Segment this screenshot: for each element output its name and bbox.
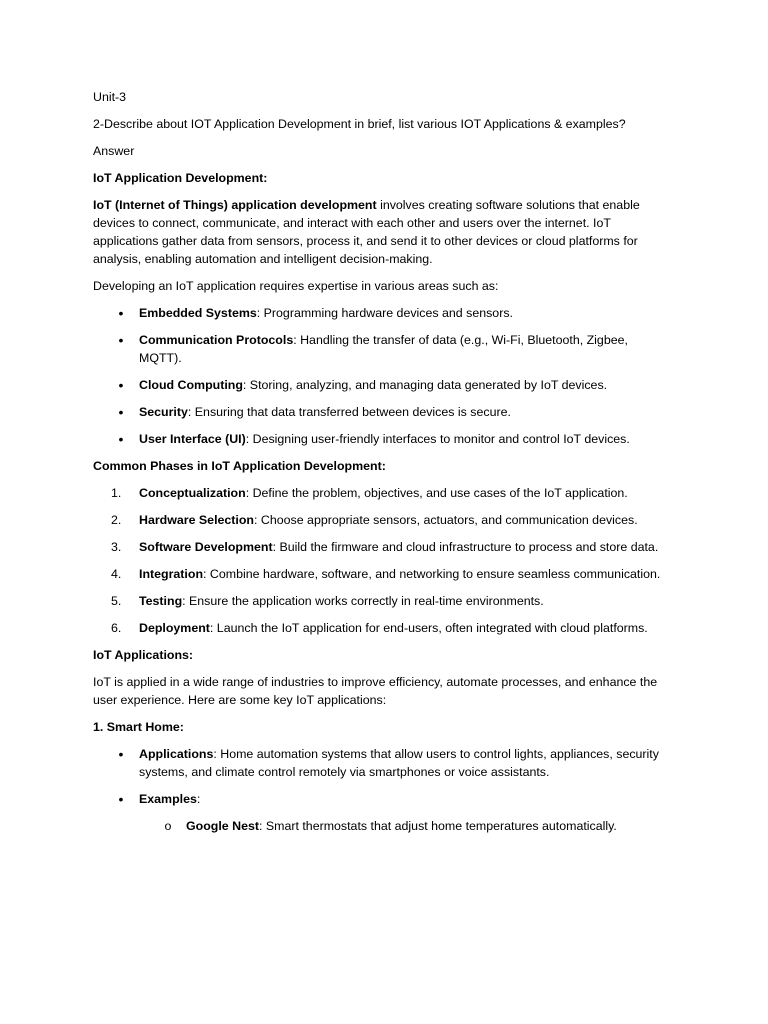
bullet-icon: • (118, 791, 124, 807)
bullet-icon: • (118, 377, 124, 393)
list-number: 2. (111, 513, 122, 527)
list-item (93, 430, 668, 448)
smart-home-list (93, 745, 668, 808)
bullet-icon: • (118, 332, 124, 348)
list-number: 3. (111, 540, 122, 554)
list-item-desc: : Build the firmware and cloud infrastructure to process and store data. (272, 540, 659, 554)
list-number: 6. (111, 621, 122, 635)
intro-bold-term: IoT (Internet of Things) application development (93, 198, 377, 212)
question-text: 2-Describe about IOT Application Development in brief, list various IOT Applications & examples? (93, 117, 626, 131)
list-item-desc: : Home automation systems that allow users to control lights, appliances, security systems, and climate control remotely via smartphones or voice assistants. (139, 747, 659, 779)
list-item (93, 331, 668, 367)
heading-text: Common Phases in IoT Application Development: (93, 459, 386, 473)
phases-list (93, 484, 668, 637)
list-item-term: Deployment (139, 621, 210, 635)
list-item (93, 619, 668, 637)
list-item-desc: : Smart thermostats that adjust home temperatures automatically. (258, 819, 617, 833)
section-heading-applications (93, 646, 668, 664)
list-item-term: Integration (139, 567, 204, 581)
answer-label: Answer (93, 144, 135, 158)
list-number: 1. (111, 486, 122, 500)
section-heading-iot-app-dev (93, 169, 668, 187)
list-item-term: Hardware Selection (139, 513, 255, 527)
smart-home-examples-list (93, 817, 668, 835)
list-item-desc: : Launch the IoT application for end-users, often integrated with cloud platforms. (209, 621, 648, 635)
subheading-smart-home (93, 718, 668, 736)
list-item-term: Applications (139, 747, 214, 761)
list-item-desc: : (196, 792, 201, 806)
list-item-term: User Interface (UI) (139, 432, 246, 446)
bullet-icon: • (118, 431, 124, 447)
list-item-desc: : Storing, analyzing, and managing data generated by IoT devices. (242, 378, 608, 392)
circle-bullet-icon: o (164, 819, 172, 833)
bullet-icon: • (118, 746, 124, 762)
applications-intro: IoT is applied in a wide range of industries to improve efficiency, automate processes, and enhance the user experience. Here are some key IoT applications: (93, 675, 658, 707)
list-item-desc: : Ensure the application works correctly in real-time environments. (182, 594, 544, 608)
section-heading-phases (93, 457, 668, 475)
list-item (93, 403, 668, 421)
list-item-desc: : Ensuring that data transferred between devices is secure. (187, 405, 511, 419)
list-item-term: Embedded Systems (139, 306, 257, 320)
list-item-term: Security (139, 405, 188, 419)
list-item-term: Communication Protocols (139, 333, 294, 347)
list-item-term: Google Nest (186, 819, 259, 833)
unit-label: Unit-3 (93, 90, 127, 104)
list-item-term: Cloud Computing (139, 378, 243, 392)
list-item (93, 745, 668, 781)
expertise-intro: Developing an IoT application requires expertise in various areas such as: (93, 279, 499, 293)
heading-text: IoT Applications: (93, 648, 194, 662)
list-item (93, 790, 668, 808)
list-item-term: Examples (139, 792, 197, 806)
list-item (93, 817, 668, 835)
bullet-icon: • (118, 305, 124, 321)
list-item (93, 304, 668, 322)
intro-text: involves creating software solutions that enable devices to connect, communicate, and interact with each other and users over the internet. IoT applications gather data from sensors, process it, and send it to other devices or cloud platforms for analysis, enabling automation and intelligent decision-making. (93, 198, 640, 266)
list-item-desc: : Programming hardware devices and sensors. (256, 306, 513, 320)
list-item-desc: : Designing user-friendly interfaces to monitor and control IoT devices. (245, 432, 630, 446)
expertise-areas-list (93, 304, 668, 448)
list-item (93, 592, 668, 610)
list-item (93, 538, 668, 556)
list-item-desc: : Handling the transfer of data (e.g., Wi-Fi, Bluetooth, Zigbee, MQTT). (139, 333, 628, 365)
bullet-icon: • (118, 404, 124, 420)
list-item-term: Software Development (139, 540, 273, 554)
list-item (93, 376, 668, 394)
list-item-desc: : Define the problem, objectives, and use cases of the IoT application. (245, 486, 628, 500)
list-item-desc: : Choose appropriate sensors, actuators, and communication devices. (254, 513, 638, 527)
intro-paragraph (93, 196, 668, 268)
list-item (93, 484, 668, 502)
heading-text: IoT Application Development: (93, 171, 268, 185)
list-item-desc: : Combine hardware, software, and networking to ensure seamless communication. (203, 567, 661, 581)
list-item-term: Testing (139, 594, 183, 608)
list-item (93, 565, 668, 583)
list-item-term: Conceptualization (139, 486, 246, 500)
list-number: 5. (111, 594, 122, 608)
list-number: 4. (111, 567, 122, 581)
list-item (93, 511, 668, 529)
heading-text: 1. Smart Home: (93, 720, 184, 734)
